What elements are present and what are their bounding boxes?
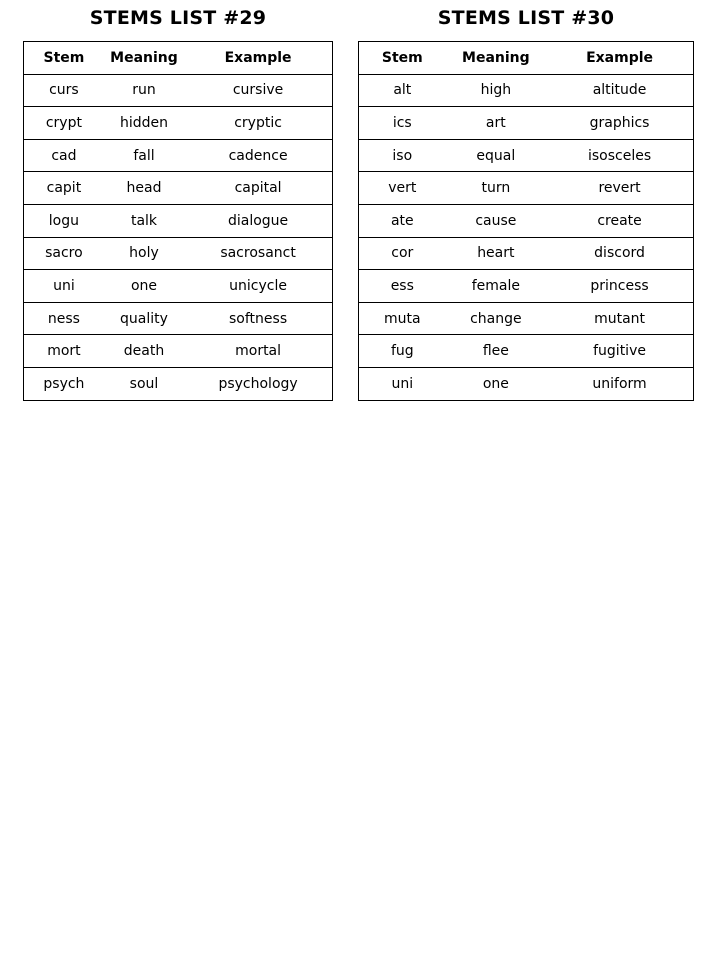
cell-meaning: fall	[104, 139, 184, 172]
cell-stem: muta	[359, 302, 446, 335]
cell-meaning: holy	[104, 237, 184, 270]
cell-stem: uni	[359, 367, 446, 400]
cell-example: cryptic	[184, 107, 332, 140]
cell-meaning: one	[104, 270, 184, 303]
cell-stem: capit	[24, 172, 104, 205]
cell-meaning: death	[104, 335, 184, 368]
cell-stem: iso	[359, 139, 446, 172]
table-row	[359, 139, 694, 172]
cell-example: sacrosanct	[184, 237, 332, 270]
table-row	[359, 172, 694, 205]
table-row	[24, 270, 333, 303]
cell-meaning: heart	[446, 237, 547, 270]
cell-stem: psych	[24, 367, 104, 400]
cell-example: isosceles	[546, 139, 693, 172]
cell-example: capital	[184, 172, 332, 205]
cell-meaning: hidden	[104, 107, 184, 140]
list-title: STEMS LIST #29	[89, 7, 267, 29]
cell-meaning: talk	[104, 204, 184, 237]
cell-meaning: soul	[104, 367, 184, 400]
table-row	[359, 74, 694, 107]
column-header-stem: Stem	[359, 42, 446, 75]
cell-example: fugitive	[546, 335, 693, 368]
cell-stem: ness	[24, 302, 104, 335]
cell-example: graphics	[546, 107, 693, 140]
cell-meaning: turn	[446, 172, 547, 205]
cell-example: princess	[546, 270, 693, 303]
cell-meaning: female	[446, 270, 547, 303]
cell-stem: vert	[359, 172, 446, 205]
table-row	[359, 270, 694, 303]
table-row	[359, 204, 694, 237]
cell-example: revert	[546, 172, 693, 205]
cell-stem: ate	[359, 204, 446, 237]
cell-example: softness	[184, 302, 332, 335]
column-header-stem: Stem	[24, 42, 104, 75]
cell-example: mutant	[546, 302, 693, 335]
table-row	[24, 204, 333, 237]
table-header-row	[24, 42, 333, 75]
table-row	[359, 367, 694, 400]
cell-meaning: cause	[446, 204, 547, 237]
cell-example: create	[546, 204, 693, 237]
cell-stem: uni	[24, 270, 104, 303]
cell-example: cursive	[184, 74, 332, 107]
cell-example: altitude	[546, 74, 693, 107]
table-row	[24, 74, 333, 107]
stems-table	[358, 41, 694, 401]
cell-meaning: quality	[104, 302, 184, 335]
cell-stem: sacro	[24, 237, 104, 270]
cell-stem: curs	[24, 74, 104, 107]
cell-meaning: run	[104, 74, 184, 107]
cell-example: dialogue	[184, 204, 332, 237]
column-header-meaning: Meaning	[104, 42, 184, 75]
cell-example: unicycle	[184, 270, 332, 303]
cell-example: discord	[546, 237, 693, 270]
column-header-example: Example	[184, 42, 332, 75]
cell-stem: cor	[359, 237, 446, 270]
table-row	[359, 335, 694, 368]
table-row	[359, 107, 694, 140]
cell-example: uniform	[546, 367, 693, 400]
cell-meaning: high	[446, 74, 547, 107]
table-row	[24, 367, 333, 400]
table-row	[24, 302, 333, 335]
cell-stem: crypt	[24, 107, 104, 140]
table-row	[359, 302, 694, 335]
cell-stem: ess	[359, 270, 446, 303]
stems-table	[23, 41, 333, 401]
stems-list-29	[23, 0, 333, 401]
cell-example: cadence	[184, 139, 332, 172]
cell-example: mortal	[184, 335, 332, 368]
cell-meaning: head	[104, 172, 184, 205]
column-header-meaning: Meaning	[446, 42, 547, 75]
cell-meaning: change	[446, 302, 547, 335]
table-row	[24, 172, 333, 205]
cell-stem: mort	[24, 335, 104, 368]
table-row	[359, 237, 694, 270]
table-header-row	[359, 42, 694, 75]
column-header-example: Example	[546, 42, 693, 75]
stems-list-30	[358, 0, 694, 401]
cell-stem: alt	[359, 74, 446, 107]
cell-meaning: equal	[446, 139, 547, 172]
cell-meaning: one	[446, 367, 547, 400]
table-row	[24, 237, 333, 270]
table-row	[24, 139, 333, 172]
cell-example: psychology	[184, 367, 332, 400]
cell-meaning: flee	[446, 335, 547, 368]
table-row	[24, 335, 333, 368]
list-title: STEMS LIST #30	[437, 7, 615, 29]
cell-meaning: art	[446, 107, 547, 140]
cell-stem: ics	[359, 107, 446, 140]
cell-stem: cad	[24, 139, 104, 172]
table-row	[24, 107, 333, 140]
cell-stem: logu	[24, 204, 104, 237]
cell-stem: fug	[359, 335, 446, 368]
